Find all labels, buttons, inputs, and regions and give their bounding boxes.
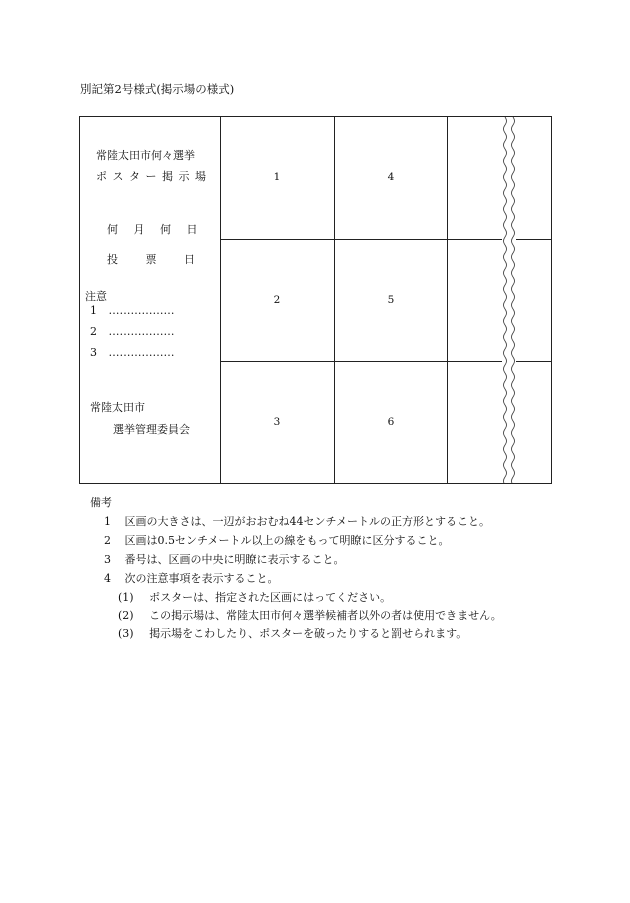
remark-item bbox=[104, 532, 450, 548]
remark-subitem-number: (3) bbox=[118, 627, 134, 640]
section-number: 3 bbox=[273, 416, 281, 428]
issuer-line1: 常陸太田市 bbox=[90, 401, 145, 414]
date-line1: 何 月 何 日 bbox=[107, 223, 198, 236]
caution-item-number: 3 bbox=[90, 346, 97, 359]
section-number: 1 bbox=[273, 171, 281, 183]
remark-item bbox=[104, 551, 345, 567]
remark-item bbox=[104, 570, 279, 586]
remark-subitem bbox=[118, 625, 467, 641]
remarks-heading: 備考 bbox=[90, 496, 112, 509]
issuer-line2: 選挙管理委員会 bbox=[113, 423, 190, 436]
section-number: 4 bbox=[387, 171, 395, 183]
column-divider bbox=[334, 117, 335, 483]
wavy-break-icon bbox=[502, 117, 516, 483]
remark-subitem-number: (2) bbox=[118, 609, 134, 622]
section-number: 5 bbox=[387, 294, 395, 306]
remark-text: 次の注意事項を表示すること。 bbox=[124, 572, 279, 585]
date-line2: 投 票 日 bbox=[107, 253, 195, 266]
remark-subitem-text: この掲示場は、常陸太田市何々選挙候補者以外の者は使用できません。 bbox=[149, 609, 502, 622]
caution-item-dots: ……………… bbox=[108, 304, 175, 317]
caution-label: 注意 bbox=[85, 290, 107, 303]
remark-number: 1 bbox=[104, 515, 111, 528]
caution-item-dots: ……………… bbox=[108, 325, 175, 338]
board-heading-line2: ポ ス タ ー 掲 示 場 bbox=[96, 170, 206, 183]
section-number: 6 bbox=[387, 416, 395, 428]
section-number: 2 bbox=[273, 294, 281, 306]
remark-text: 区画の大きさは、一辺がおおむね44センチメートルの正方形とすること。 bbox=[124, 515, 491, 528]
remark-subitem bbox=[118, 607, 502, 623]
caution-item-3 bbox=[90, 346, 175, 359]
remark-subitem-text: ポスターは、指定された区画にはってください。 bbox=[149, 591, 392, 604]
caution-item-1 bbox=[90, 304, 175, 317]
column-divider bbox=[447, 117, 448, 483]
remark-subitem-number: (1) bbox=[118, 591, 134, 604]
remark-text: 区画は0.5センチメートル以上の線をもって明瞭に区分すること。 bbox=[124, 534, 450, 547]
caution-item-2 bbox=[90, 325, 175, 338]
caution-item-number: 1 bbox=[90, 304, 97, 317]
remark-subitem-text: 掲示場をこわしたり、ポスターを破ったりすると罰せられます。 bbox=[149, 627, 468, 640]
caution-item-dots: ……………… bbox=[108, 346, 175, 359]
remark-number: 3 bbox=[104, 553, 111, 566]
remark-text: 番号は、区画の中央に明瞭に表示すること。 bbox=[124, 553, 345, 566]
caution-item-number: 2 bbox=[90, 325, 97, 338]
omission-break bbox=[502, 117, 516, 483]
remark-number: 2 bbox=[104, 534, 111, 547]
board-heading-line1: 常陸太田市何々選挙 bbox=[96, 149, 195, 162]
document-title: 別記第2号様式(掲示場の様式) bbox=[80, 82, 235, 96]
remark-number: 4 bbox=[104, 572, 111, 585]
column-divider bbox=[220, 117, 221, 483]
remark-item bbox=[104, 513, 490, 529]
remark-subitem bbox=[118, 589, 391, 605]
